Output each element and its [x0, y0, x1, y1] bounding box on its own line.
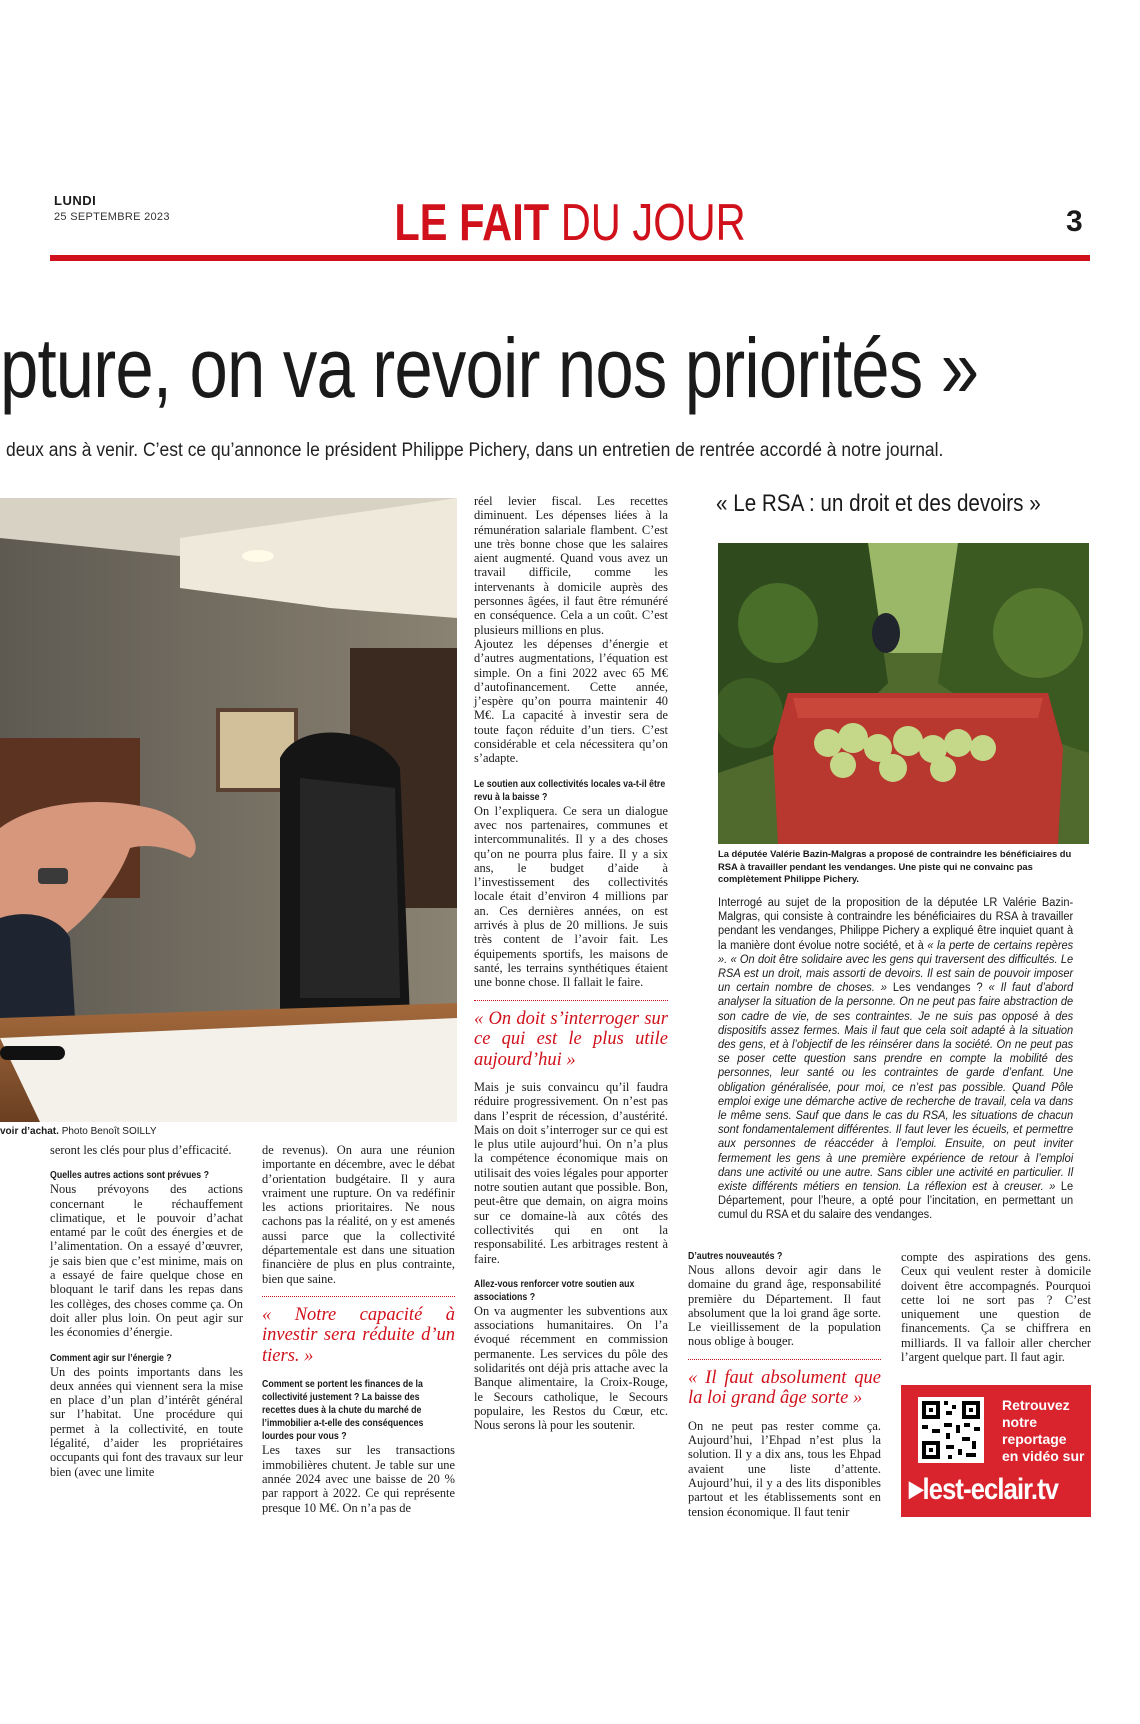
section-title-bold: LE FAIT [394, 194, 550, 252]
promo-text [1002, 1397, 1084, 1465]
column-right-2 [901, 1250, 1091, 1364]
pull-quote: « Il faut absolument que la loi grand âge sorte » [688, 1359, 881, 1409]
question-heading: Comment agir sur l’énergie ? [50, 1352, 172, 1364]
photo-caption [0, 1126, 157, 1137]
subhead: deux ans à venir. C’est ce qu’annonce le président Philippe Pichery, dans un entretien de rentrée accordé à notre journal. [6, 440, 944, 461]
rsa-body-end: Le Département, pour l’heure, a opté pour l’incitation, en permettant un cumul du RSA et du salaire des vendanges. [718, 1181, 1074, 1222]
paragraph: Nous allons devoir agir dans le domaine du grand âge, responsabilité première du Département. Il faut absolument que la loi grand âge sorte. Le vieillissement de la population nous oblige à bouger. [688, 1263, 881, 1349]
question-heading: Quelles autres actions sont prévues ? [50, 1170, 209, 1182]
masthead-day: LUNDI [54, 193, 97, 208]
photo-credit: Photo Benoît SOILLY [61, 1126, 157, 1137]
promo-line: notre [1002, 1414, 1037, 1430]
promo-url[interactable] [909, 1473, 1058, 1507]
column-top-middle [474, 494, 668, 1433]
masthead-date: 25 SEPTEMBRE 2023 [54, 211, 170, 223]
paragraph: réel levier fiscal. Les recettes diminuent. Les dépenses liées à la rémunération salariale flambent. C’est une très bonne chose que les salaires aient augmenté. Quand vous avez un travail difficile, comme les intervenants à domicile auprès des personnes âgées, il faut être rémunéré en conséquence. Cela a un coût. C’est plusieurs millions en plus. [474, 494, 668, 637]
rsa-body [718, 896, 1073, 1223]
promo-line: Retrouvez [1002, 1397, 1070, 1413]
video-promo[interactable] [901, 1385, 1091, 1517]
masthead-rule [50, 255, 1090, 261]
photo-caption-bold: voir d’achat. [0, 1126, 59, 1137]
column-right-1 [688, 1250, 881, 1519]
rsa-body-mid: Les vendanges ? [892, 982, 989, 995]
paragraph: Un des points importants dans les deux années qui viennent sera la mise en place d’un plan d’intérêt général sur l’habitat. Une procédure qui permet à la collectivité, en toute légalité, d’aider les propriétaires occupants qui font des travaux sur leur bien (avec une limite [50, 1364, 243, 1479]
paragraph: Ajoutez les dépenses d’énergie et d’autres augmentations, l’équation est simple. On a fini 2022 avec 65 M€ d’autofinancement. Cette année, j’espère qu’on pourra maintenir 40 M€. La capacité à investir sera de toute façon réduite d’un tiers. C’est considérable et cela nécessitera qu’on s’adapte. [474, 636, 668, 766]
rsa-title: « Le RSA : un droit et des devoirs » [716, 490, 1041, 517]
paragraph: compte des aspirations des gens. Ceux qui veulent rester à domicile doivent être accompagnés. Pourquoi cette loi ne sort pas ? C’est uniquement une question de financements. Ça se chiffrera en milliards. Il va falloir aller chercher l’argent quelque part. Il faut agir. [901, 1250, 1091, 1365]
paragraph: On va augmenter les subventions aux associations humanitaires. On l’a évoqué récemment en commission permanente. Les services du pôle des solidarités ont déjà pris attache avec la Banque alimentaire, la Croix-Rouge, le Secours catholique, le Secours populaire, les Restos du Cœur, etc. Nous serons là pour les soutenir. [474, 1303, 668, 1433]
play-icon: ▶ [909, 1476, 923, 1501]
qr-code-icon[interactable] [918, 1397, 984, 1463]
paragraph: Nous prévoyons des actions concernant le réchauffement climatique, et le pouvoir d’achat entamé par le coût des énergies et de l’alimentation. On a essayé d’œuvrer, je sais bien que c’est minime, mais on a essayé de faire quelque chose en bloquant le tarif dans les repas dans les collèges, des choses comme ça. On doit aller plus loin. On peut agir sur les économies d’énergie. [50, 1182, 243, 1340]
interview-photo-art [0, 498, 457, 1122]
question-heading: D’autres nouveautés ? [688, 1251, 783, 1262]
interview-photo [0, 498, 457, 1122]
promo-url-text: lest-eclair.tv [922, 1473, 1059, 1506]
paragraph: Les taxes sur les transactions immobilières chutent. Je table sur une année 2024 avec une baisse de 20 % par rapport à 2022. Ce qui représente presque 10 M€. On n’a pas de [262, 1443, 455, 1515]
page-number: 3 [1066, 205, 1083, 238]
qr-code-art [918, 1397, 984, 1463]
paragraph: de revenus). On aura une réunion importante en décembre, avec le débat d’orientation budgétaire. Il y aura vraiment une rupture. On va redéfinir les actions prioritaires. Ne nous cachons pas la réalité, on y est amenés aussi parce que la collectivité départementale est dans une situation financière de plus en plus contrainte, bien que saine. [262, 1143, 455, 1286]
promo-line: reportage [1002, 1431, 1067, 1447]
paragraph: On l’expliquera. Ce sera un dialogue avec nos partenaires, communes et intercommunalités. Il y a des choses qu’on ne pourra plus faire. Il y a six ans, le budget d’aide à l’investissement des collectivités locale était d’environ 4 millions par an. Ces dernières années, on est arrivés à plus de 20 millions. Je suis très content de l’avoir fait. Les équipements sportifs, les maisons de santé, les terrains synthétiques étaient une bonne chose. Il fallait le faire. [474, 803, 668, 990]
paragraph: seront les clés pour plus d’efficacité. [50, 1143, 232, 1157]
column-left [50, 1143, 243, 1479]
promo-line: en vidéo sur [1002, 1448, 1085, 1464]
paragraph: On ne peut pas rester comme ça. Aujourd’hui, l’Ehpad n’est plus la solution. Il y a dix ans, tous les Ehpad avaient une liste d’attente. Aujourd’hui, il y a des lits disponibles partout et les établissements sont en tension économique. Il faut tenir [688, 1418, 881, 1519]
headline: pture, on va revoir nos priorités » [0, 321, 979, 415]
vineyard-caption: La députée Valérie Bazin-Malgras a proposé de contraindre les bénéficiaires du RSA à travailler pendant les vendanges. Une piste qui ne convainc pas complètement Philippe Pichery. [718, 848, 1072, 884]
rsa-body-quote2: « Il faut d’abord analyser la situation de la personne. On ne peut pas faire abstraction de son cadre de vie, de ses contraintes. Je ne suis pas opposé à des dispositifs assez fermes. Mais il faut que cela soit adapté à la situation des gens, et à l’objectif de les réinsérer dans la société. On ne peut pas se poser cette question sans prendre en compte la mobilité des personnes, leur santé ou les contraintes de garde d’enfant. Une obligation généralisée, pour moi, ce n’est pas possible. Quand Pôle emploi exige une démarche active de recherche de travail, cela va dans le même sens. Sauf que dans le cas du RSA, les situations de chacun sont fondamentalement différentes. Il faut lever les écueils, et permettre aux personnes de réaccéder à l’emploi. Ensuite, on peut inviter fermement les gens à une première expérience de retour à l’emploi dans une activité ou une autre. Sans cibler une activité en particulier. Il existe différents métiers en tension. La réflexion est à creuser. » [718, 982, 1074, 1194]
question-heading: Allez-vous renforcer votre soutien aux associations ? [474, 1278, 635, 1303]
section-title [114, 193, 1026, 253]
pull-quote: « Notre capacité à investir sera réduite d’un tiers. » [262, 1296, 455, 1367]
pull-quote: « On doit s’interroger sur ce qui est le plus utile aujourd’hui » [474, 1000, 668, 1071]
column-second [262, 1143, 455, 1515]
vineyard-photo-art [718, 543, 1089, 844]
rsa-body-quote: « la perte de certains repères ». « On doit être solidaire avec les gens qui traversent des difficultés. Le RSA est un droit, mais assorti de devoirs. Il est sain de pouvoir imposer un certain nombre de choses. » [718, 939, 1074, 995]
section-title-light: DU JOUR [560, 194, 746, 252]
paragraph: Mais je suis convaincu qu’il faudra réduire progressivement. On n’est pas dans l’esprit de récession, d’austérité. Mais on doit s’interroger sur ce qui est le plus utile aujourd’hui. On n’a plus la compétence économique mais on utilisait des voies légales pour apporter notre soutien autant que possible. Bon, peut-être que demain, on aigra moins sur ce domaine-là aux côtés des collectivités qui en ont la responsabilité. Les arbitrages restent à faire. [474, 1080, 668, 1266]
question-heading: Comment se portent les finances de la collectivité justement ? La baisse des recettes dues à la chute du marché de l’immobilier a-t-elle des conséquences lourdes pour vous ? [262, 1379, 424, 1443]
vineyard-photo [718, 543, 1089, 844]
question-heading: Le soutien aux collectivités locales va-t-il être revu à la baisse ? [474, 778, 666, 803]
rsa-body-intro: Interrogé au sujet de la proposition de la députée LR Valérie Bazin-Malgras, qui consiste à contraindre les bénéficiaires du RSA à travailler pendant les vendanges, Philippe Pichery a expliqué être inquiet quant à la manière dont évolue notre société, et à [718, 897, 1074, 952]
